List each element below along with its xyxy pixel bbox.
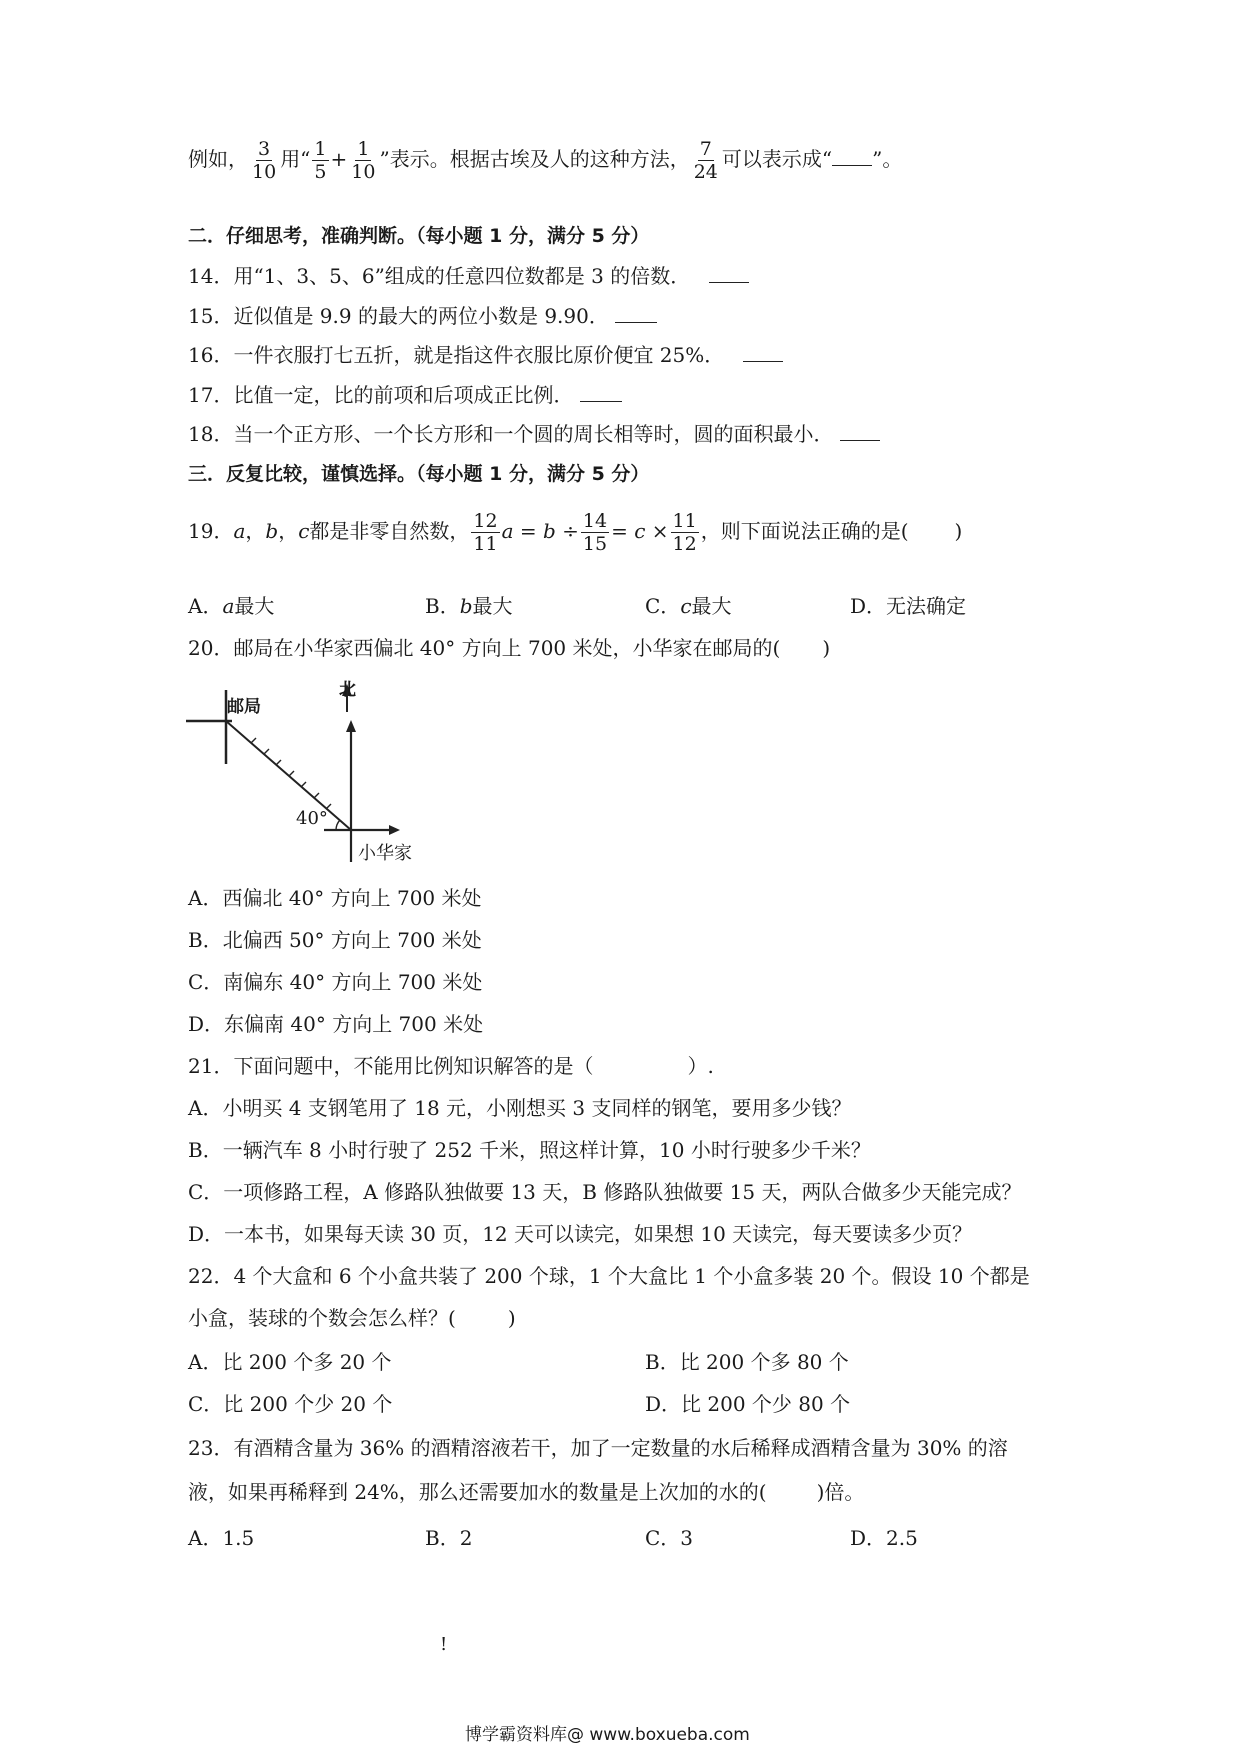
angle-arc xyxy=(336,820,340,830)
post-office-label: 邮局 xyxy=(227,697,261,717)
answer-blank[interactable] xyxy=(743,343,783,362)
q22-option-c[interactable]: C．比 200 个少 20 个 xyxy=(188,1392,393,1416)
question-23-line-1: 23．有酒精含量为 36% 的酒精溶液若干，加了一定数量的水后稀释成酒精含量为 30% 的溶 xyxy=(188,1436,1008,1460)
east-arrow-icon xyxy=(389,825,400,835)
q23-option-d[interactable]: D．2.5 xyxy=(850,1526,918,1550)
question-23-line-2: 液，如果再稀释到 24%，那么还需要加水的数量是上次加的水的( )倍。 xyxy=(188,1480,865,1504)
answer-blank[interactable] xyxy=(615,304,657,323)
fraction-11-12: $\frac{11}{12}$ xyxy=(672,510,697,555)
home-north-arrow-icon xyxy=(346,720,356,732)
question-17: 17．比值一定，比的前项和后项成正比例． xyxy=(188,383,622,407)
fraction-7-24: $\frac{7}{24}$ xyxy=(693,138,718,183)
north-label: 北 xyxy=(339,680,356,700)
q20-option-d[interactable]: D．东偏南 40° 方向上 700 米处 xyxy=(188,1012,484,1036)
answer-blank[interactable] xyxy=(832,147,872,166)
question-21: 21．下面问题中，不能用比例知识解答的是（ ）. xyxy=(188,1054,714,1078)
q19-option-c[interactable]: C．c最大 xyxy=(645,594,732,618)
q19-option-d[interactable]: D．无法确定 xyxy=(850,594,967,618)
route-ticks xyxy=(251,738,331,809)
q19-option-a[interactable]: A．a最大 xyxy=(188,594,275,618)
fraction-3-10: $\frac{3}{10}$ xyxy=(252,138,277,183)
section-3-heading: 三．反复比较，谨慎选择。（每小题 1 分，满分 5 分） xyxy=(188,463,650,485)
q23-option-c[interactable]: C．3 xyxy=(645,1526,694,1550)
q22-option-a[interactable]: A．比 200 个多 20 个 xyxy=(188,1350,392,1374)
page-mark: ! xyxy=(440,1634,448,1655)
q22-option-d[interactable]: D．比 200 个少 80 个 xyxy=(645,1392,851,1416)
q20-option-b[interactable]: B．北偏西 50° 方向上 700 米处 xyxy=(188,928,482,952)
fraction-12-11: $\frac{12}{11}$ xyxy=(473,510,498,555)
route-line xyxy=(226,721,351,830)
q21-option-a[interactable]: A．小明买 4 支钢笔用了 18 元，小刚想买 3 支同样的钢笔，要用多少钱？ xyxy=(188,1096,852,1120)
q19-option-b[interactable]: B．b最大 xyxy=(425,594,513,618)
question-15: 15．近似值是 9.9 的最大的两位小数是 9.90． xyxy=(188,304,657,328)
question-16: 16．一件衣服打七五折，就是指这件衣服比原价便宜 25%． xyxy=(188,343,783,367)
fraction-1-10: $\frac{1}{10}$ xyxy=(351,138,376,183)
q21-option-b[interactable]: B．一辆汽车 8 小时行驶了 252 千米，照这样计算，10 小时行驶多少千米？ xyxy=(188,1138,871,1162)
q20-option-c[interactable]: C．南偏东 40° 方向上 700 米处 xyxy=(188,970,483,994)
question-22-line-1: 22．4 个大盒和 6 个小盒共装了 200 个球，1 个大盒比 1 个小盒多装 20 个。假设 10 个都是 xyxy=(188,1264,1030,1288)
question-18: 18．当一个正方形、一个长方形和一个圆的周长相等时，圆的面积最小． xyxy=(188,422,880,446)
fraction-1-5: $\frac{1}{5}$ xyxy=(314,138,327,183)
answer-blank[interactable] xyxy=(840,422,880,441)
fraction-14-15: $\frac{14}{15}$ xyxy=(582,510,608,555)
question-19: 19．a，b，c都是非零自然数， $\frac{12}{11}$ a = b ÷ $\frac{14}{15}$ = c × $\frac{11}{12}$ ，则下面说法正确的是( ) xyxy=(188,510,963,555)
question-20: 20．邮局在小华家西偏北 40° 方向上 700 米处，小华家在邮局的( ) xyxy=(188,636,831,660)
section-2-heading: 二．仔细思考，准确判断。（每小题 1 分，满分 5 分） xyxy=(188,225,650,247)
q21-option-c[interactable]: C．一项修路工程，A 修路队独做要 13 天，B 修路队独做要 15 天，两队合做多少天能完成？ xyxy=(188,1180,1022,1204)
angle-label: 40° xyxy=(296,808,328,829)
answer-blank[interactable] xyxy=(709,264,749,283)
footer-watermark: 博学霸资料库@ www.boxueba.com xyxy=(465,1725,750,1745)
answer-blank[interactable] xyxy=(580,383,622,402)
q21-option-d[interactable]: D．一本书，如果每天读 30 页，12 天可以读完，如果想 10 天读完，每天要读多少页？ xyxy=(188,1222,973,1246)
question-22-line-2: 小盒，装球的个数会怎么样？( ) xyxy=(188,1306,516,1330)
intro-line: 例如， $\frac{3}{10}$ 用“ $\frac{1}{5}$ + $\frac{1}{10}$ ”表示。根据古埃及人的这种方法， $\frac{7}{24}$ 可以表示成“ ”。 xyxy=(188,138,903,183)
question-14: 14．用“1、3、5、6”组成的任意四位数都是 3 的倍数． xyxy=(188,264,749,288)
q23-option-a[interactable]: A．1.5 xyxy=(188,1526,255,1550)
home-label: 小华家 xyxy=(358,843,412,864)
q22-option-b[interactable]: B．比 200 个多 80 个 xyxy=(645,1350,849,1374)
q20-option-a[interactable]: A．西偏北 40° 方向上 700 米处 xyxy=(188,886,482,910)
q23-option-b[interactable]: B．2 xyxy=(425,1526,473,1550)
